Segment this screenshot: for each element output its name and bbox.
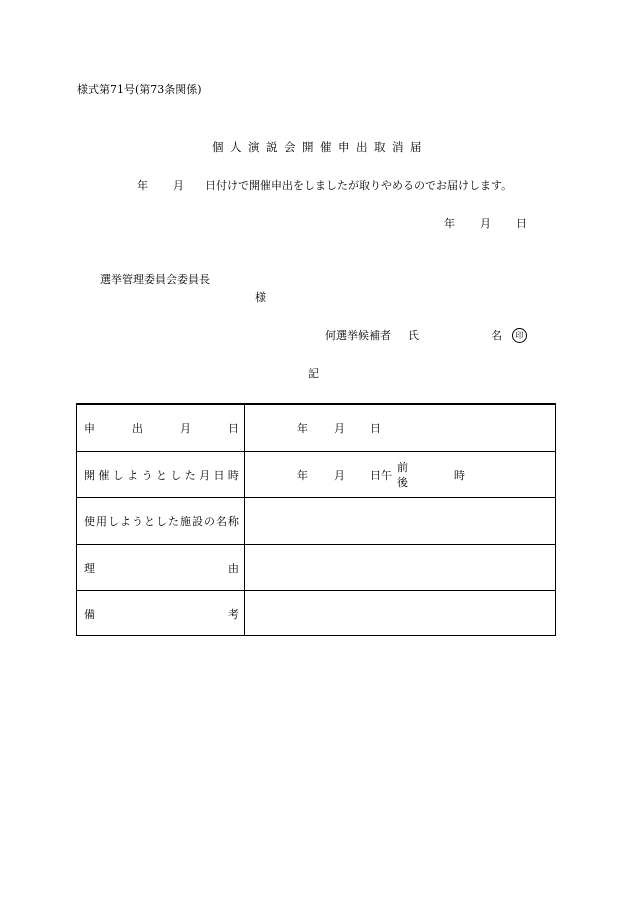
- label-char: 月: [199, 468, 211, 482]
- row-label: [84, 423, 239, 434]
- label-char: 日: [228, 422, 239, 435]
- label-char: 時: [227, 468, 239, 482]
- preamble-month: 月: [173, 179, 184, 192]
- ki-heading: 記: [308, 367, 319, 380]
- table-row-reason: [77, 544, 555, 591]
- label-char: し: [108, 515, 119, 529]
- label-char: 由: [228, 561, 239, 575]
- addressee-name: 選挙管理委員会委員長: [100, 273, 210, 286]
- table-row-facility: [77, 497, 555, 544]
- label-char: 開: [84, 468, 95, 482]
- label-char: 考: [228, 608, 239, 622]
- label-char: よ: [127, 468, 139, 482]
- label-char: し: [170, 468, 182, 482]
- label-char: と: [144, 515, 155, 529]
- label-char: た: [168, 515, 179, 529]
- seal-mark: 印: [512, 328, 527, 343]
- row-label: [84, 470, 239, 481]
- label-char: 使: [84, 515, 95, 529]
- label-char: 称: [228, 515, 239, 529]
- row-label: [84, 563, 239, 574]
- value-pm: 後: [397, 475, 408, 489]
- value-time: 時: [454, 468, 465, 482]
- label-char: し: [156, 515, 167, 529]
- label-char: と: [155, 468, 167, 482]
- row-label: [84, 516, 239, 527]
- label-char: よ: [120, 515, 131, 529]
- label-char: 月: [180, 422, 191, 435]
- label-char: 名: [216, 515, 227, 529]
- value-am: 前: [397, 460, 408, 474]
- date-year: 年: [444, 217, 455, 230]
- preamble-text: 日付けで開催申出をしましたが取りやめるのでお届けします。: [205, 179, 513, 192]
- label-char: し: [112, 468, 124, 482]
- value-year: 年: [297, 468, 308, 482]
- label-char: 理: [84, 561, 95, 575]
- label-char: 出: [132, 422, 143, 435]
- value-day: 日: [370, 422, 381, 435]
- value-month: 月: [334, 422, 345, 435]
- value-gogo: 午: [381, 468, 392, 482]
- applicant-mei: 名: [491, 329, 502, 342]
- label-char: 備: [84, 608, 95, 622]
- table-row-scheduled-datetime: [77, 451, 555, 498]
- label-char: の: [204, 515, 215, 529]
- details-table: [76, 403, 556, 636]
- value-year: 年: [297, 422, 308, 435]
- table-row-remarks: [77, 590, 555, 637]
- label-char: 用: [96, 515, 107, 529]
- label-char: 施: [180, 515, 191, 529]
- table-row-application-date: [77, 404, 555, 451]
- document-title: 個人演説会開催申出取消届: [212, 140, 428, 154]
- label-char: う: [132, 515, 143, 529]
- date-day: 日: [516, 217, 527, 230]
- form-number: 様式第71号(第73条関係): [77, 83, 202, 96]
- label-char: う: [141, 468, 153, 482]
- value-month: 月: [334, 468, 345, 482]
- applicant-label: 何選挙候補者: [325, 329, 391, 342]
- label-char: 申: [84, 422, 95, 435]
- value-day: 日: [370, 468, 381, 482]
- row-label: [84, 609, 239, 620]
- label-char: 設: [192, 515, 203, 529]
- label-char: た: [184, 468, 196, 482]
- label-char: 日: [213, 468, 225, 482]
- applicant-shi: 氏: [408, 329, 419, 342]
- label-char: 催: [98, 468, 110, 482]
- preamble-year: 年: [137, 179, 148, 192]
- date-month: 月: [480, 217, 491, 230]
- addressee-honorific: 様: [255, 291, 266, 304]
